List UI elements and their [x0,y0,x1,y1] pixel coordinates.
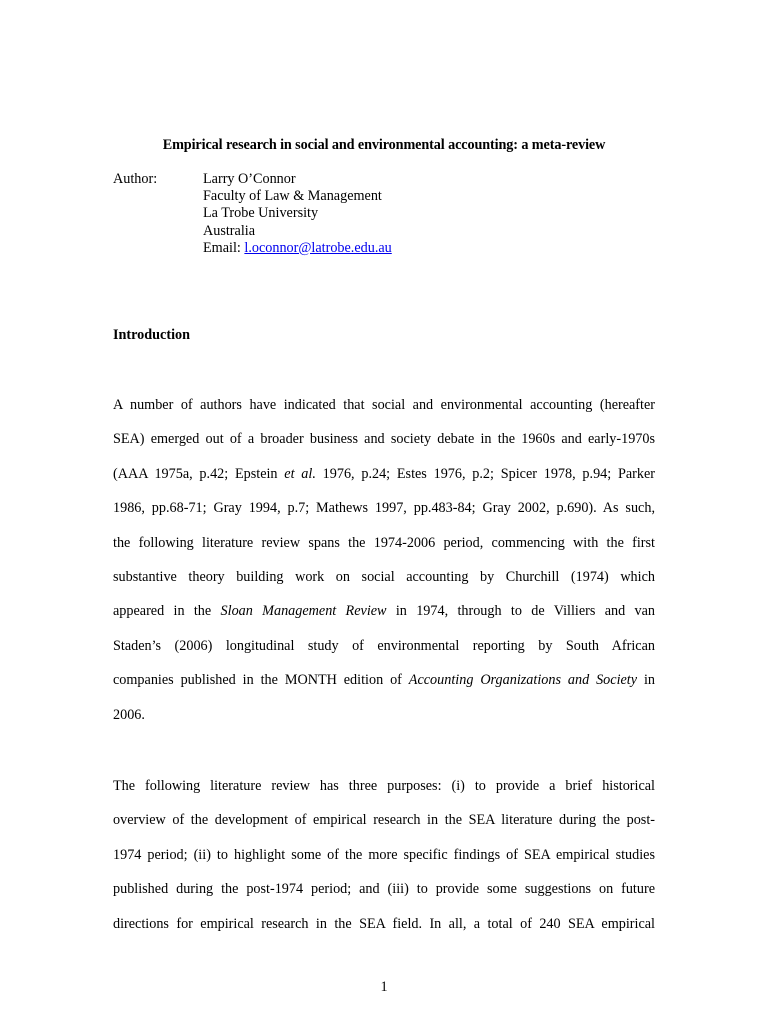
italic-text-run: et al. [284,465,316,482]
author-country: Australia [203,222,256,239]
paragraph-line: SEA) emerged out of a broader business and society debate in the 1960s and early-1970s [113,431,655,448]
paragraph-line: A number of authors have indicated that social and environmental accounting (hereafter [113,397,655,413]
text-run: (AAA 1975a, p.42; Epstein [113,465,285,482]
paragraph-line: published during the post-1974 period; and (iii) to provide some suggestions on future [113,881,655,898]
paragraph-line: 1986, pp.68-71; Gray 1994, p.7; Mathews 1997, pp.483-84; Gray 2002, p.690). As such, [113,500,655,517]
text-run: in 1974, through to de Villiers and van [386,603,656,620]
paragraph-line: 1974 period; (ii) to highlight some of the more specific findings of SEA empirical studies [113,846,655,863]
email-link[interactable]: l.oconnor@latrobe.edu.au [244,239,392,256]
paragraph-line: The following literature review has three purposes: (i) to provide a brief historical [113,778,655,794]
author-faculty: Faculty of Law & Management [203,188,382,205]
author-name: Larry O’Connor [203,171,296,187]
text-run: in [637,672,655,689]
author-email-row [203,240,392,257]
paragraph-line [113,457,655,491]
italic-text-run: Accounting Organizations and Society [408,672,638,689]
text-run: companies published in the MONTH edition of [113,672,409,689]
paragraph-1 [113,388,655,732]
document-title: Empirical research in social and environmental accounting: a meta-review [162,137,606,153]
author-label: Author: [113,171,158,187]
page-number: 1 [380,979,388,995]
paragraph-line [113,594,655,628]
text-run: 1976, p.24; Estes 1976, p.2; Spicer 1978, p.94; Parker [315,465,655,482]
paragraph-line: overview of the development of empirical research in the SEA literature during the post- [113,812,655,829]
paragraph-line: Staden’s (2006) longitudinal study of environmental reporting by South African [113,637,655,654]
paragraph-line: 2006. [113,706,145,723]
paragraph-line: the following literature review spans the 1974-2006 period, commencing with the first [113,534,655,551]
italic-text-run: Sloan Management Review [220,603,387,620]
author-details [203,171,392,257]
text-run: appeared in the [113,603,221,620]
email-label: Email: [203,239,241,256]
paragraph-line: substantive theory building work on social accounting by Churchill (1974) which [113,568,655,585]
paragraph-2 [113,769,655,941]
paragraph-line [113,663,655,697]
section-heading-introduction: Introduction [113,327,190,343]
author-university: La Trobe University [203,205,319,222]
paragraph-line: directions for empirical research in the SEA field. In all, a total of 240 SEA empirical [113,915,655,932]
